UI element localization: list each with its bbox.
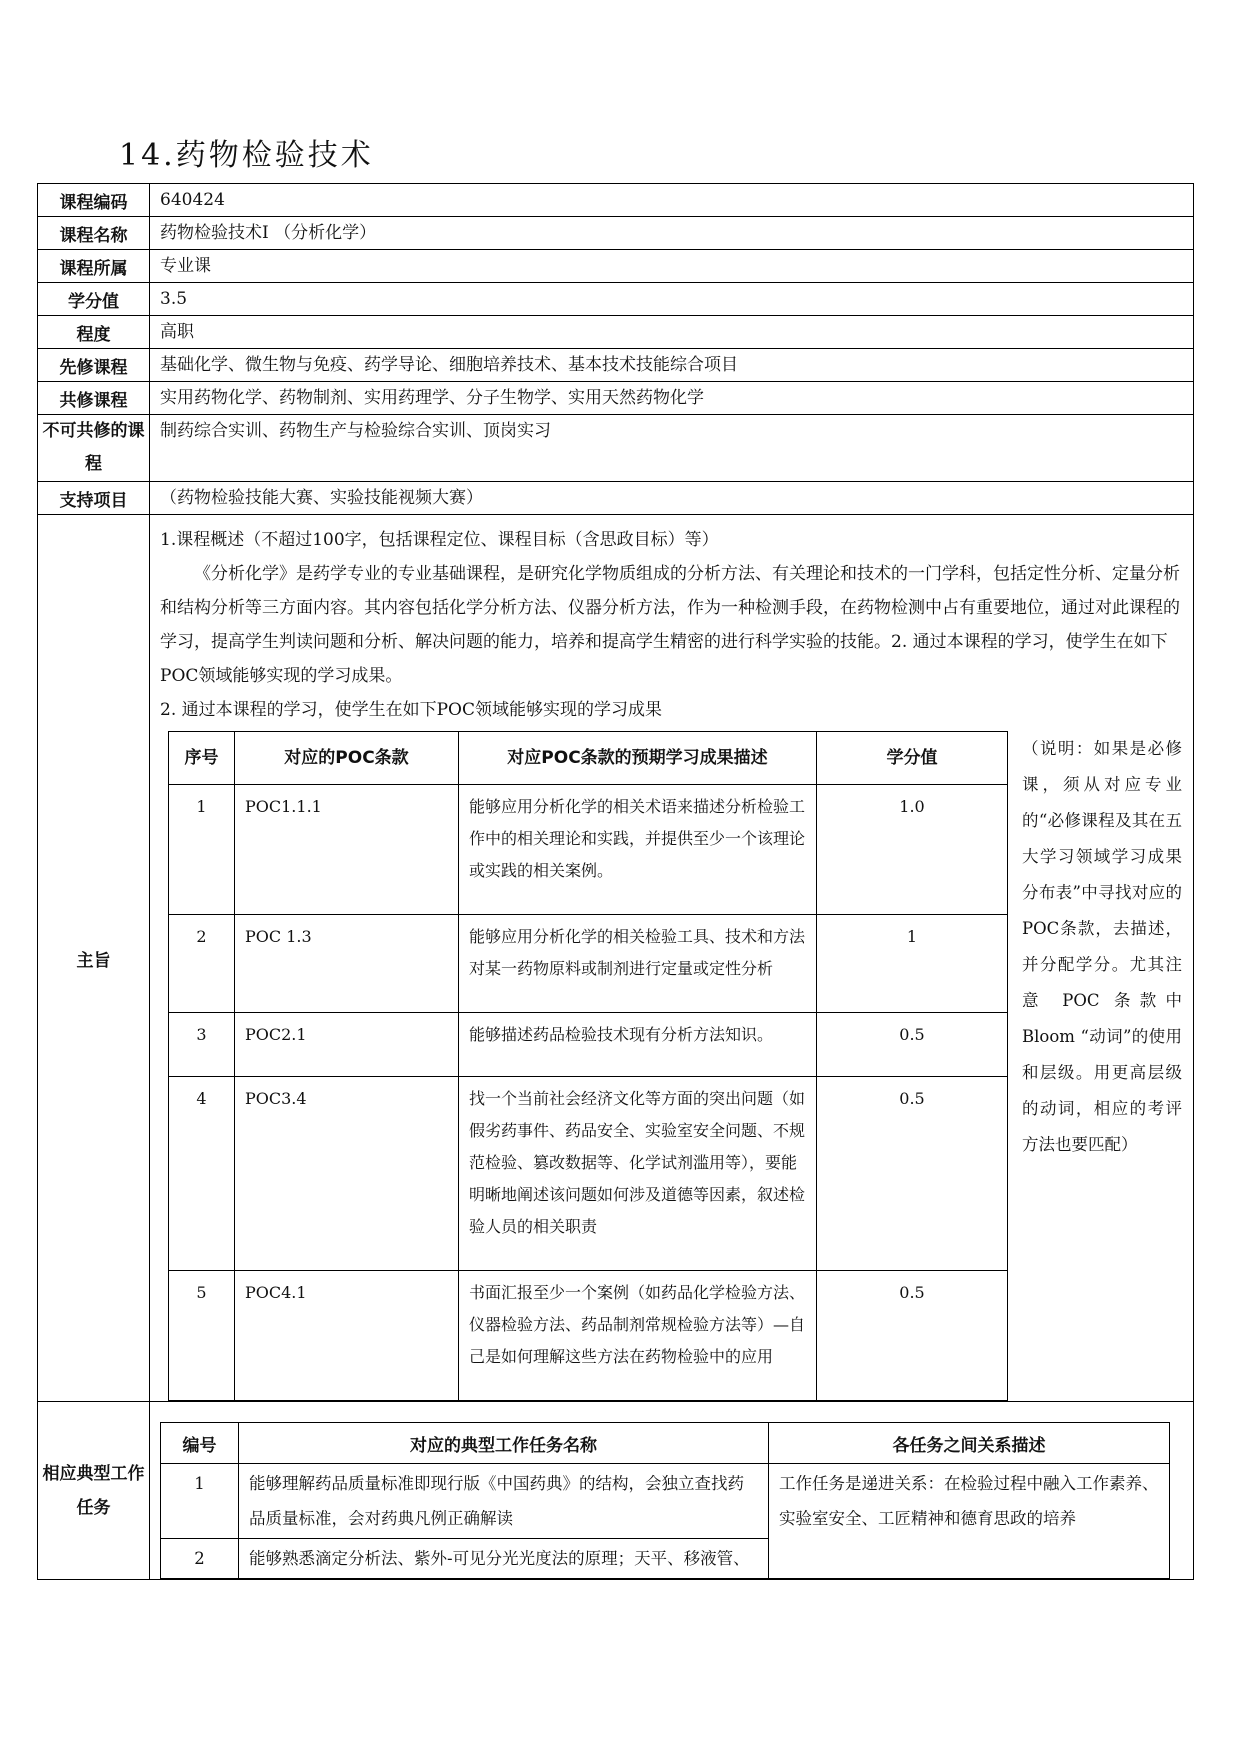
info-row-credits: [38, 283, 1194, 316]
table-row: [161, 1464, 1170, 1539]
poc-credit: 1.0: [817, 785, 1008, 915]
poc-credit: 0.5: [817, 1271, 1008, 1401]
poc-desc: 找一个当前社会经济文化等方面的突出问题（如假劣药事件、药品安全、实验室安全问题、不规范检验、篡改数据等、化学试剂滥用等），要能明晰地阐述该问题如何涉及道德等因素，叙述检验人员的相关职责: [459, 1077, 817, 1271]
poc-table-header: [169, 732, 1008, 785]
poc-desc: 能够应用分析化学的相关术语来描述分析检验工作中的相关理论和实践，并提供至少一个该理论或实践的相关案例。: [459, 785, 817, 915]
work-header-relation: 各任务之间关系描述: [769, 1423, 1170, 1464]
value-course-category: 专业课: [150, 250, 1194, 283]
work-name: 能够理解药品质量标准即现行版《中国药典》的结构，会独立查找药品质量标准，会对药典凡例正确解读: [239, 1464, 769, 1539]
info-row-course-code: [38, 184, 1194, 217]
poc-section: [160, 731, 1189, 1401]
value-credits: 3.5: [150, 283, 1194, 316]
poc-code: POC1.1.1: [235, 785, 459, 915]
value-level: 高职: [150, 316, 1194, 349]
work-relation: 工作任务是递进关系：在检验过程中融入工作素养、实验室安全、工匠精神和德育思政的培养: [769, 1464, 1170, 1579]
value-supported-projects: （药物检验技能大赛、实验技能视频大赛）: [150, 482, 1194, 515]
poc-header-credit: 学分值: [817, 732, 1008, 785]
poc-credit: 0.5: [817, 1077, 1008, 1271]
label-corequisites: 共修课程: [38, 382, 150, 415]
work-table-header: [161, 1423, 1170, 1464]
work-name: 能够熟悉滴定分析法、紫外-可见分光光度法的原理；天平、移液管、: [239, 1539, 769, 1579]
outcomes-heading: 2. 通过本课程的学习，使学生在如下POC领域能够实现的学习成果: [160, 700, 663, 720]
poc-header-poc: 对应的POC条款: [235, 732, 459, 785]
overview-body: 《分析化学》是药学专业的专业基础课程，是研究化学物质组成的分析方法、有关理论和技术的一门学科，包括定性分析、定量分析和结构分析等三方面内容。其内容包括化学分析方法、仪器分析方法，作为一种检测手段，在药物检测中占有重要地位，通过对此课程的学习，提高学生判读问题和分析、解决问题的能力，培养和提高学生精密的进行科学实验的技能。2. 通过本课程的学习，使学生在如下POC领域能够实现的学习成果。: [160, 564, 1180, 686]
poc-code: POC 1.3: [235, 915, 459, 1013]
value-corequisites: 实用药物化学、药物制剂、实用药理学、分子生物学、实用天然药物化学: [150, 382, 1194, 415]
page-title: 14.药物检验技术: [119, 138, 374, 173]
info-row-supported-projects: [38, 482, 1194, 515]
label-course-name: 课程名称: [38, 217, 150, 250]
poc-credit: 0.5: [817, 1013, 1008, 1077]
label-course-code: 课程编码: [38, 184, 150, 217]
label-credits: 学分值: [38, 283, 150, 316]
info-row-course-name: [38, 217, 1194, 250]
overview-heading: 1.课程概述（不超过100字，包括课程定位、课程目标（含思政目标）等）: [160, 530, 719, 550]
poc-code: POC3.4: [235, 1077, 459, 1271]
aim-content: [150, 515, 1194, 1402]
table-row: [169, 785, 1008, 915]
info-row-corequisites: [38, 382, 1194, 415]
label-exclusions: 不可共修的课程: [38, 415, 150, 482]
table-row: [169, 1077, 1008, 1271]
work-header-no: 编号: [161, 1423, 239, 1464]
label-supported-projects: 支持项目: [38, 482, 150, 515]
label-aim: 主旨: [38, 515, 150, 1402]
poc-code: POC2.1: [235, 1013, 459, 1077]
value-course-code: 640424: [150, 184, 1194, 217]
info-row-course-category: [38, 250, 1194, 283]
value-course-name: 药物检验技术Ⅰ （分析化学）: [150, 217, 1194, 250]
poc-header-desc: 对应POC条款的预期学习成果描述: [459, 732, 817, 785]
poc-no: 5: [169, 1271, 235, 1401]
instruction-note: （说明：如果是必修课，须从对应专业的“必修课程及其在五大学习领域学习成果分布表”中寻找对应的POC条款，去描述，并分配学分。尤其注意 POC 条款中 Bloom “动词”的使用和层级。用更高层级的动词，相应的考评方法也要匹配）: [1022, 739, 1182, 1154]
poc-header-no: 序号: [169, 732, 235, 785]
value-prerequisites: 基础化学、微生物与免疫、药学导论、细胞培养技术、基本技术技能综合项目: [150, 349, 1194, 382]
work-tasks-content: [150, 1402, 1194, 1580]
work-tasks-table: [160, 1422, 1170, 1579]
poc-code: POC4.1: [235, 1271, 459, 1401]
table-row: [169, 1271, 1008, 1401]
poc-desc: 书面汇报至少一个案例（如药品化学检验方法、仪器检验方法、药品制剂常规检验方法等）—自己是如何理解这些方法在药物检验中的应用: [459, 1271, 817, 1401]
table-row: [169, 1013, 1008, 1077]
label-work-tasks: 相应典型工作任务: [38, 1402, 150, 1580]
poc-table: [168, 731, 1008, 1401]
course-info-table: [37, 183, 1194, 1580]
work-no: 1: [161, 1464, 239, 1539]
value-exclusions: 制药综合实训、药物生产与检验综合实训、顶岗实习: [150, 415, 1194, 482]
poc-desc: 能够描述药品检验技术现有分析方法知识。: [459, 1013, 817, 1077]
info-row-prerequisites: [38, 349, 1194, 382]
info-row-level: [38, 316, 1194, 349]
aim-row: [38, 515, 1194, 1402]
label-prerequisites: 先修课程: [38, 349, 150, 382]
poc-no: 3: [169, 1013, 235, 1077]
info-row-exclusions: [38, 415, 1194, 482]
label-level: 程度: [38, 316, 150, 349]
poc-no: 4: [169, 1077, 235, 1271]
work-no: 2: [161, 1539, 239, 1579]
poc-credit: 1: [817, 915, 1008, 1013]
table-row: [169, 915, 1008, 1013]
poc-desc: 能够应用分析化学的相关检验工具、技术和方法对某一药物原料或制剂进行定量或定性分析: [459, 915, 817, 1013]
work-header-name: 对应的典型工作任务名称: [239, 1423, 769, 1464]
label-course-category: 课程所属: [38, 250, 150, 283]
poc-no: 1: [169, 785, 235, 915]
poc-no: 2: [169, 915, 235, 1013]
work-tasks-row: [38, 1402, 1194, 1580]
